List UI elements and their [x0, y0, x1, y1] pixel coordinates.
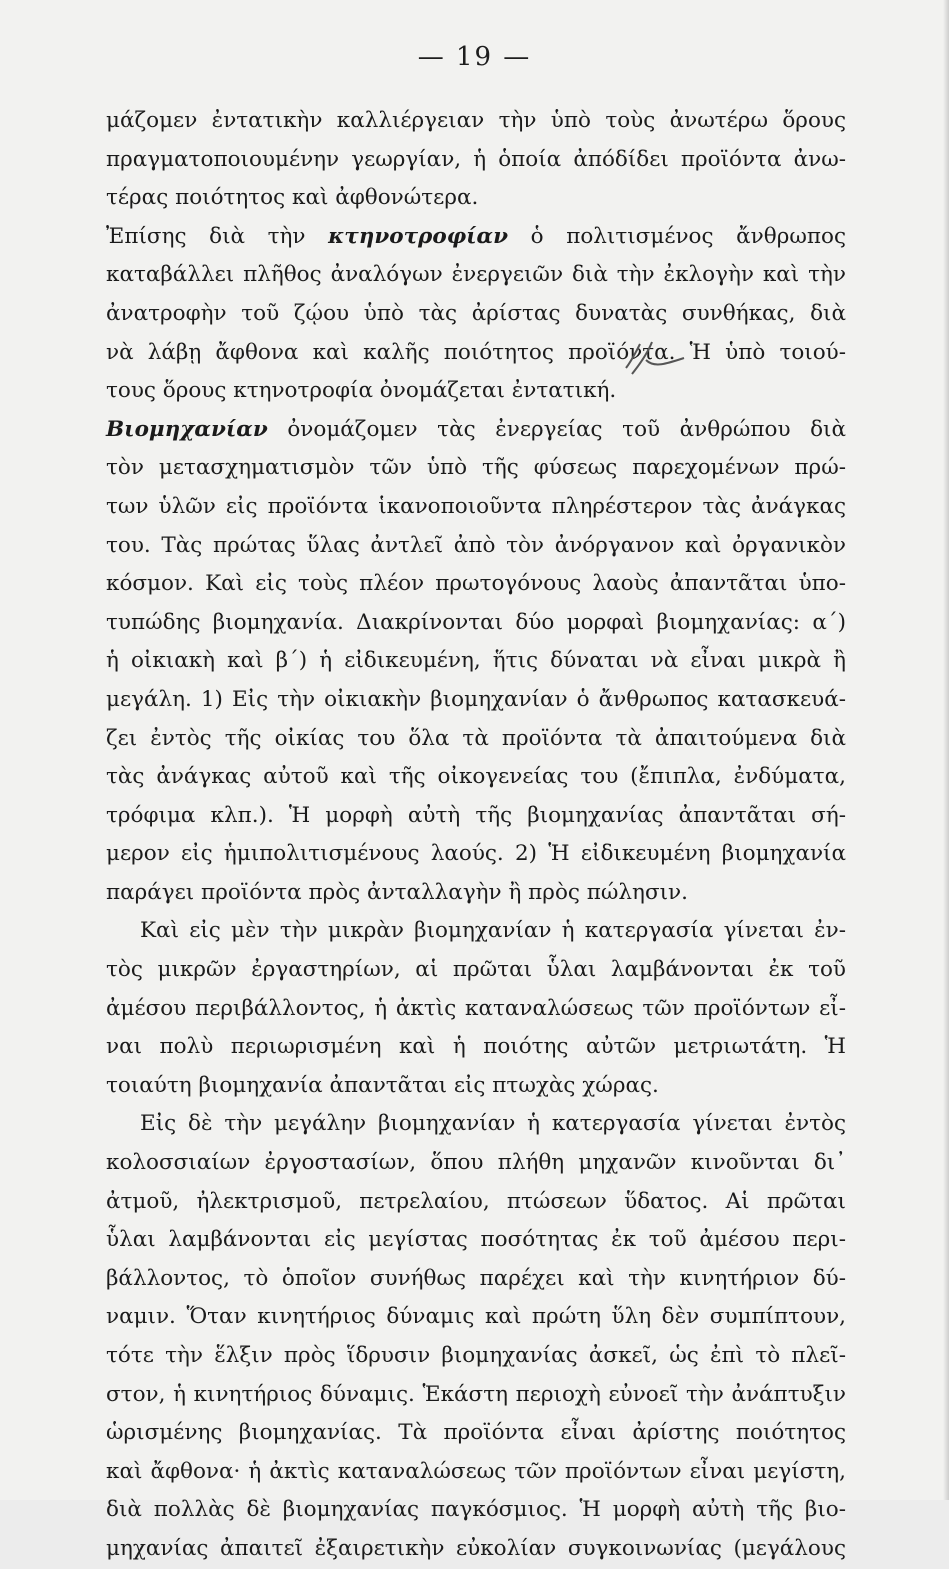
text-line: Καὶ εἰς μὲν τὴν μικρὰν βιομηχανίαν ἡ κατεργασία γίνεται ἐν- [140, 918, 846, 944]
text-line: παράγει προϊόντα πρὸς ἀνταλλαγὴν ἢ πρὸς πώλησιν. [106, 879, 688, 905]
text-line: πραγματοποιουμένην γεωργίαν, ἡ ὁποία ἀπόδίδει προϊόντα ἀνω- [106, 146, 846, 172]
text-line: μηχανίας ἀπαιτεῖ ἐξαιρετικὴν εὐκολίαν συγκοινωνίας (μεγάλους [106, 1535, 846, 1561]
text-line: ἀτμοῦ, ἠλεκτρισμοῦ, πετρελαίου, πτώσεων ὕδατος. Αἱ πρῶται [106, 1188, 846, 1214]
text-line: κόσμον. Καὶ εἰς τοὺς πλέον πρωτογόνους λαοὺς ἀπαντᾶται ὑπο- [106, 571, 846, 597]
text-line: τότε τὴν ἕλξιν πρὸς ἵδρυσιν βιομηχανίας ἀσκεῖ, ὡς ἐπὶ τὸ πλεῖ- [106, 1343, 846, 1368]
text-line: καὶ ἄφθονα· ἡ ἀκτὶς καταναλώσεως τῶν προϊόντων εἶναι μεγίστη, [106, 1458, 846, 1484]
text-line: κολοσσιαίων ἐργοστασίων, ὅπου πλήθη μηχανῶν κινοῦνται δι᾽ [106, 1150, 846, 1176]
text-line: μεγάλη. 1) Εἰς τὴν οἰκιακὴν βιομηχανίαν ὁ ἄνθρωπος κατασκευά- [106, 686, 846, 712]
text-line: τρόφιμα κλπ.). Ἡ μορφὴ αὐτὴ τῆς βιομηχανίας ἀπαντᾶται σή- [106, 802, 846, 828]
text-line: τοιαύτη βιομηχανία ἀπαντᾶται εἰς πτωχὰς χώρας. [106, 1072, 659, 1098]
text-line: των ὑλῶν εἰς προϊόντα ἱκανοποιοῦντα πληρέστερον τὰς ἀνάγκας [106, 493, 846, 519]
handwritten-check-mark [618, 338, 688, 380]
text-line: βάλλοντος, τὸ ὁποῖον συνήθως παρέχει καὶ τὴν κινητήριον δύ- [106, 1265, 846, 1291]
text-line: ναμιν. Ὅταν κινητήριος δύναμις καὶ πρώτη ὕλη δὲν συμπίπτουν, [106, 1304, 846, 1330]
text-line: τέρας ποιότητος καὶ ἀφθονώτερα. [106, 185, 479, 211]
text-line: τὸς μικρῶν ἐργαστηρίων, αἱ πρῶται ὗλαι λαμβάνονται ἐκ τοῦ [106, 957, 846, 983]
text-line: τους ὅρους κτηνοτροφία ὀνομάζεται ἐντατική. [106, 378, 617, 404]
text-line: μερον εἰς ἡμιπολιτισμένους λαούς. 2) Ἡ εἰδικευμένη βιομηχανία [106, 841, 846, 867]
text-line: ἀνατροφὴν τοῦ ζῴου ὑπὸ τὰς ἀρίστας δυνατὰς συνθήκας, διὰ [106, 300, 846, 326]
text-line: του. Τὰς πρώτας ὕλας ἀντλεῖ ἀπὸ τὸν ἀνόργανον καὶ ὀργανικὸν [106, 532, 846, 558]
text-line: καταβάλλει πλῆθος ἀναλόγων ἐνεργειῶν διὰ τὴν ἐκλογὴν καὶ τὴν [106, 262, 846, 288]
text-line: στον, ἡ κινητήριος δύναμις. Ἑκάστη περιοχὴ εὐνοεῖ τὴν ἀνάπτυξιν [106, 1381, 846, 1407]
text-line [106, 411, 846, 450]
page-number: — 19 — [417, 42, 532, 72]
text-line: ἡ οἰκιακὴ καὶ β΄) ἡ εἰδικευμένη, ἥτις δύναται νὰ εἶναι μικρὰ ἢ [106, 648, 846, 674]
defined-term: Βιομηχανίαν [106, 416, 268, 442]
text-line: ὡρισμένης βιομηχανίας. Τὰ προϊόντα εἶναι ἀρίστης ποιότητος [106, 1420, 846, 1446]
text-line [106, 218, 846, 257]
text-line: τὰς ἀνάγκας αὐτοῦ καὶ τῆς οἰκογενείας του (ἔπιπλα, ἐνδύματα, [106, 764, 846, 790]
text-line: ὗλαι λαμβάνονται εἰς μεγίστας ποσότητας ἐκ τοῦ ἀμέσου περι- [106, 1227, 846, 1253]
page-edge-shadow [943, 0, 949, 1500]
text-line: τὸν μετασχηματισμὸν τῶν ὑπὸ τῆς φύσεως παρεχομένων πρώ- [106, 455, 846, 481]
text-line: μάζομεν ἐντατικὴν καλλιέργειαν τὴν ὑπὸ τοὺς ἀνωτέρω ὅρους [106, 108, 846, 133]
text-line: νὰ λάβῃ ἄφθονα καὶ καλῆς ποιότητος προϊόντα. Ἡ ὑπὸ τοιού- [106, 339, 846, 365]
text-line: τυπώδης βιομηχανία. Διακρίνονται δύο μορφαὶ βιομηχανίας: α΄) [106, 609, 846, 635]
text-segment: Ἐπίσης διὰ τὴν [106, 223, 329, 249]
text-line: ζει ἐντὸς τῆς οἰκίας του ὅλα τὰ προϊόντα τὰ ἀπαιτούμενα διὰ [106, 725, 846, 751]
text-line: ναι πολὺ περιωρισμένη καὶ ἡ ποιότης αὐτῶν μετριωτάτη. Ἡ [106, 1034, 846, 1060]
body-text [106, 102, 846, 1569]
text-line: Εἰς δὲ τὴν μεγάλην βιομηχανίαν ἡ κατεργασία γίνεται ἐντὸς [140, 1111, 846, 1137]
text-segment: ὁ πολιτισμένος ἄνθρωπος [508, 223, 846, 249]
text-line: ἀμέσου περιβάλλοντος, ἡ ἀκτὶς καταναλώσεως τῶν προϊόντων εἶ- [106, 995, 846, 1021]
text-segment: ὀνομάζομεν τὰς ἐνεργείας τοῦ ἀνθρώπου διὰ [267, 416, 846, 442]
defined-term: κτηνοτροφίαν [328, 223, 509, 249]
text-line: διὰ πολλὰς δὲ βιομηχανίας παγκόσμιος. Ἡ μορφὴ αὐτὴ τῆς βιο- [106, 1497, 846, 1523]
